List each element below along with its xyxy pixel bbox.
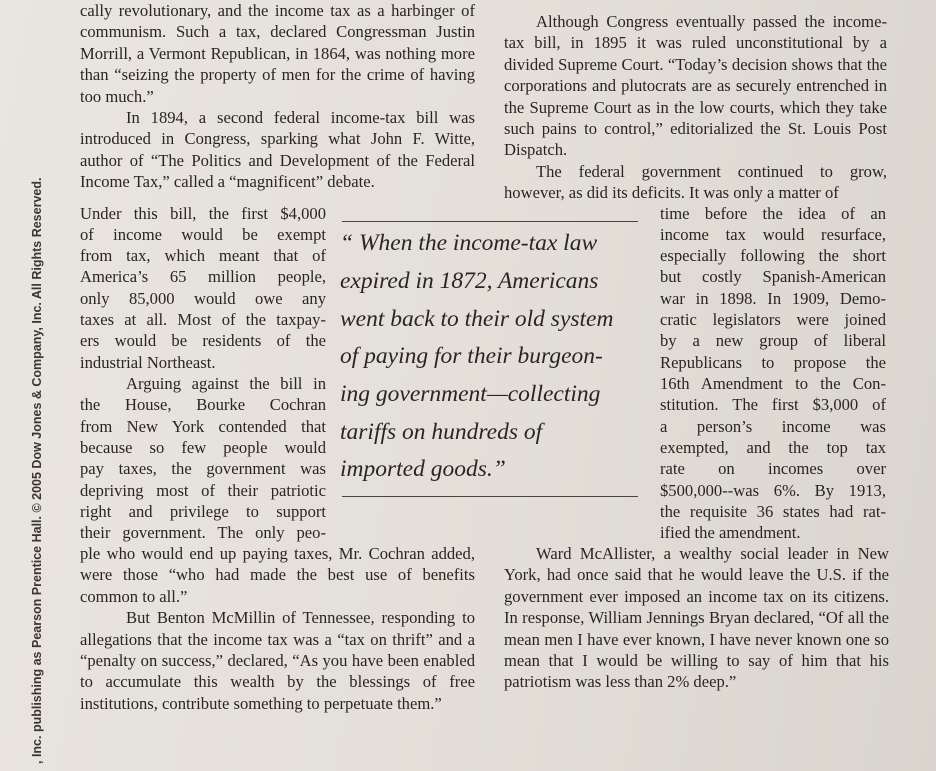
- left-narrow-line: pay taxes, the government was: [80, 459, 326, 478]
- left-narrow-line: because so few people would: [80, 438, 326, 457]
- right-narrow-line: income tax would resurface,: [660, 225, 886, 244]
- pull-quote-line: tariffs on hundreds of: [340, 419, 543, 445]
- right-narrow-line: ified the amendment.: [660, 523, 801, 542]
- left-narrow-line: ers would be residents of the: [80, 331, 326, 350]
- left-narrow-line: the House, Bourke Cochran: [80, 395, 326, 414]
- right-narrow-line: exempted, and the top tax: [660, 438, 886, 457]
- right-narrow-line: the requisite 36 states had rat-: [660, 502, 886, 521]
- left-narrow-line: Under this bill, the first $4,000: [80, 204, 326, 223]
- right-narrow-line: but costly Spanish-American: [660, 267, 886, 286]
- pull-quote-line: ing government—collecting: [340, 381, 601, 407]
- right-narrow-line: 16th Amendment to the Con-: [660, 374, 886, 393]
- pull-quote-line: of paying for their burgeon-: [340, 343, 603, 369]
- left-narrow-line: only 85,000 would owe any: [80, 289, 326, 308]
- right-column-bottom: [504, 543, 889, 693]
- left-paragraph-3: ple who would end up paying taxes, Mr. Cochran added, were those “who had made the best use of benefits common to all.”: [80, 544, 475, 606]
- left-narrow-line: depriving most of their patriotic: [80, 481, 326, 500]
- right-narrow-line: especially following the short: [660, 246, 886, 265]
- right-narrow-line: a person’s income was: [660, 417, 886, 436]
- pull-quote-bottom-rule: [342, 496, 638, 497]
- right-narrow-line: by a new group of liberal: [660, 331, 886, 350]
- left-narrow-line: Arguing against the bill in: [126, 374, 326, 393]
- left-paragraph-4: But Benton McMillin of Tennessee, responding to allegations that the income tax was a “tax on thrift” and a “penalty on success,” declared, “As you have been enabled to accumulate this wealth by the blessings of free institutions, contribute something to perpetuate them.”: [80, 608, 475, 713]
- left-narrow-line: their government. The only peo-: [80, 523, 326, 542]
- left-narrow-line: taxes at all. Most of the taxpay-: [80, 310, 326, 329]
- right-column-top: [504, 11, 887, 204]
- left-narrow-line: right and privilege to support: [80, 502, 326, 521]
- right-narrow-line: stitution. The first $3,000 of: [660, 395, 886, 414]
- left-narrow-line: from New York contended that: [80, 417, 326, 436]
- pull-quote-line: went back to their old system: [340, 306, 614, 332]
- right-narrow-line: cratic legislators were joined: [660, 310, 886, 329]
- pull-quote-top-rule: [342, 221, 638, 222]
- right-narrow-line: Republicans to propose the: [660, 353, 886, 372]
- pull-quote-line: “ When the income-tax law: [340, 230, 598, 256]
- left-narrow-line: from tax, which meant that of: [80, 246, 326, 265]
- left-narrow-line: America’s 65 million people,: [80, 267, 326, 286]
- left-narrow-line: of income would be exempt: [80, 225, 326, 244]
- left-column-top: [80, 0, 475, 193]
- pull-quote-line: expired in 1872, Americans: [340, 268, 599, 294]
- right-narrow-line: $500,000--was 6%. By 1913,: [660, 481, 886, 500]
- pull-quote-line: imported goods.”: [340, 456, 506, 482]
- left-column-bottom: [80, 543, 475, 714]
- right-narrow-line: rate on incomes over: [660, 459, 886, 478]
- left-narrow-line: industrial Northeast.: [80, 353, 216, 372]
- right-narrow-line: war in 1898. In 1909, Demo-: [660, 289, 886, 308]
- copyright-notice: , Inc. publishing as Pearson Prentice Hall. © 2005 Dow Jones & Company, Inc. All Rights Reserved.: [30, 177, 44, 764]
- left-paragraph-1: cally revolutionary, and the income tax as a harbinger of communism. Such a tax, declared Congressman Justin Morrill, a Vermont Republican, in 1864, was nothing more than “seizing the property of men for the crime of having too much.”: [80, 1, 475, 106]
- right-paragraph-3: Ward McAllister, a wealthy social leader in New York, had once said that he would leave the U.S. if the government ever imposed an income tax on its citizens. In response, William Jennings Bryan declared, “Of all the mean men I have ever known, I have never known one so mean that I would be willing to say of him that his patriotism was less than 2% deep.”: [504, 544, 889, 692]
- right-narrow-line: time before the idea of an: [660, 204, 886, 223]
- right-paragraph-2: The federal government continued to grow, however, as did its deficits. It was only a matter of: [504, 161, 887, 203]
- left-paragraph-2: In 1894, a second federal income-tax bill was introduced in Congress, sparking what John F. Witte, author of “The Politics and Development of the Federal Income Tax,” called a “magnificent” debate.: [80, 108, 475, 192]
- right-paragraph-1: Although Congress eventually passed the income-tax bill, in 1895 it was ruled unconstitutional by a divided Supreme Court. “Today’s decision shows that the corporations and plutocrats are as securely entrenched in the Supreme Court as in the low courts, which they take such pains to control,” editorialized the St. Louis Post Dispatch.: [504, 12, 887, 160]
